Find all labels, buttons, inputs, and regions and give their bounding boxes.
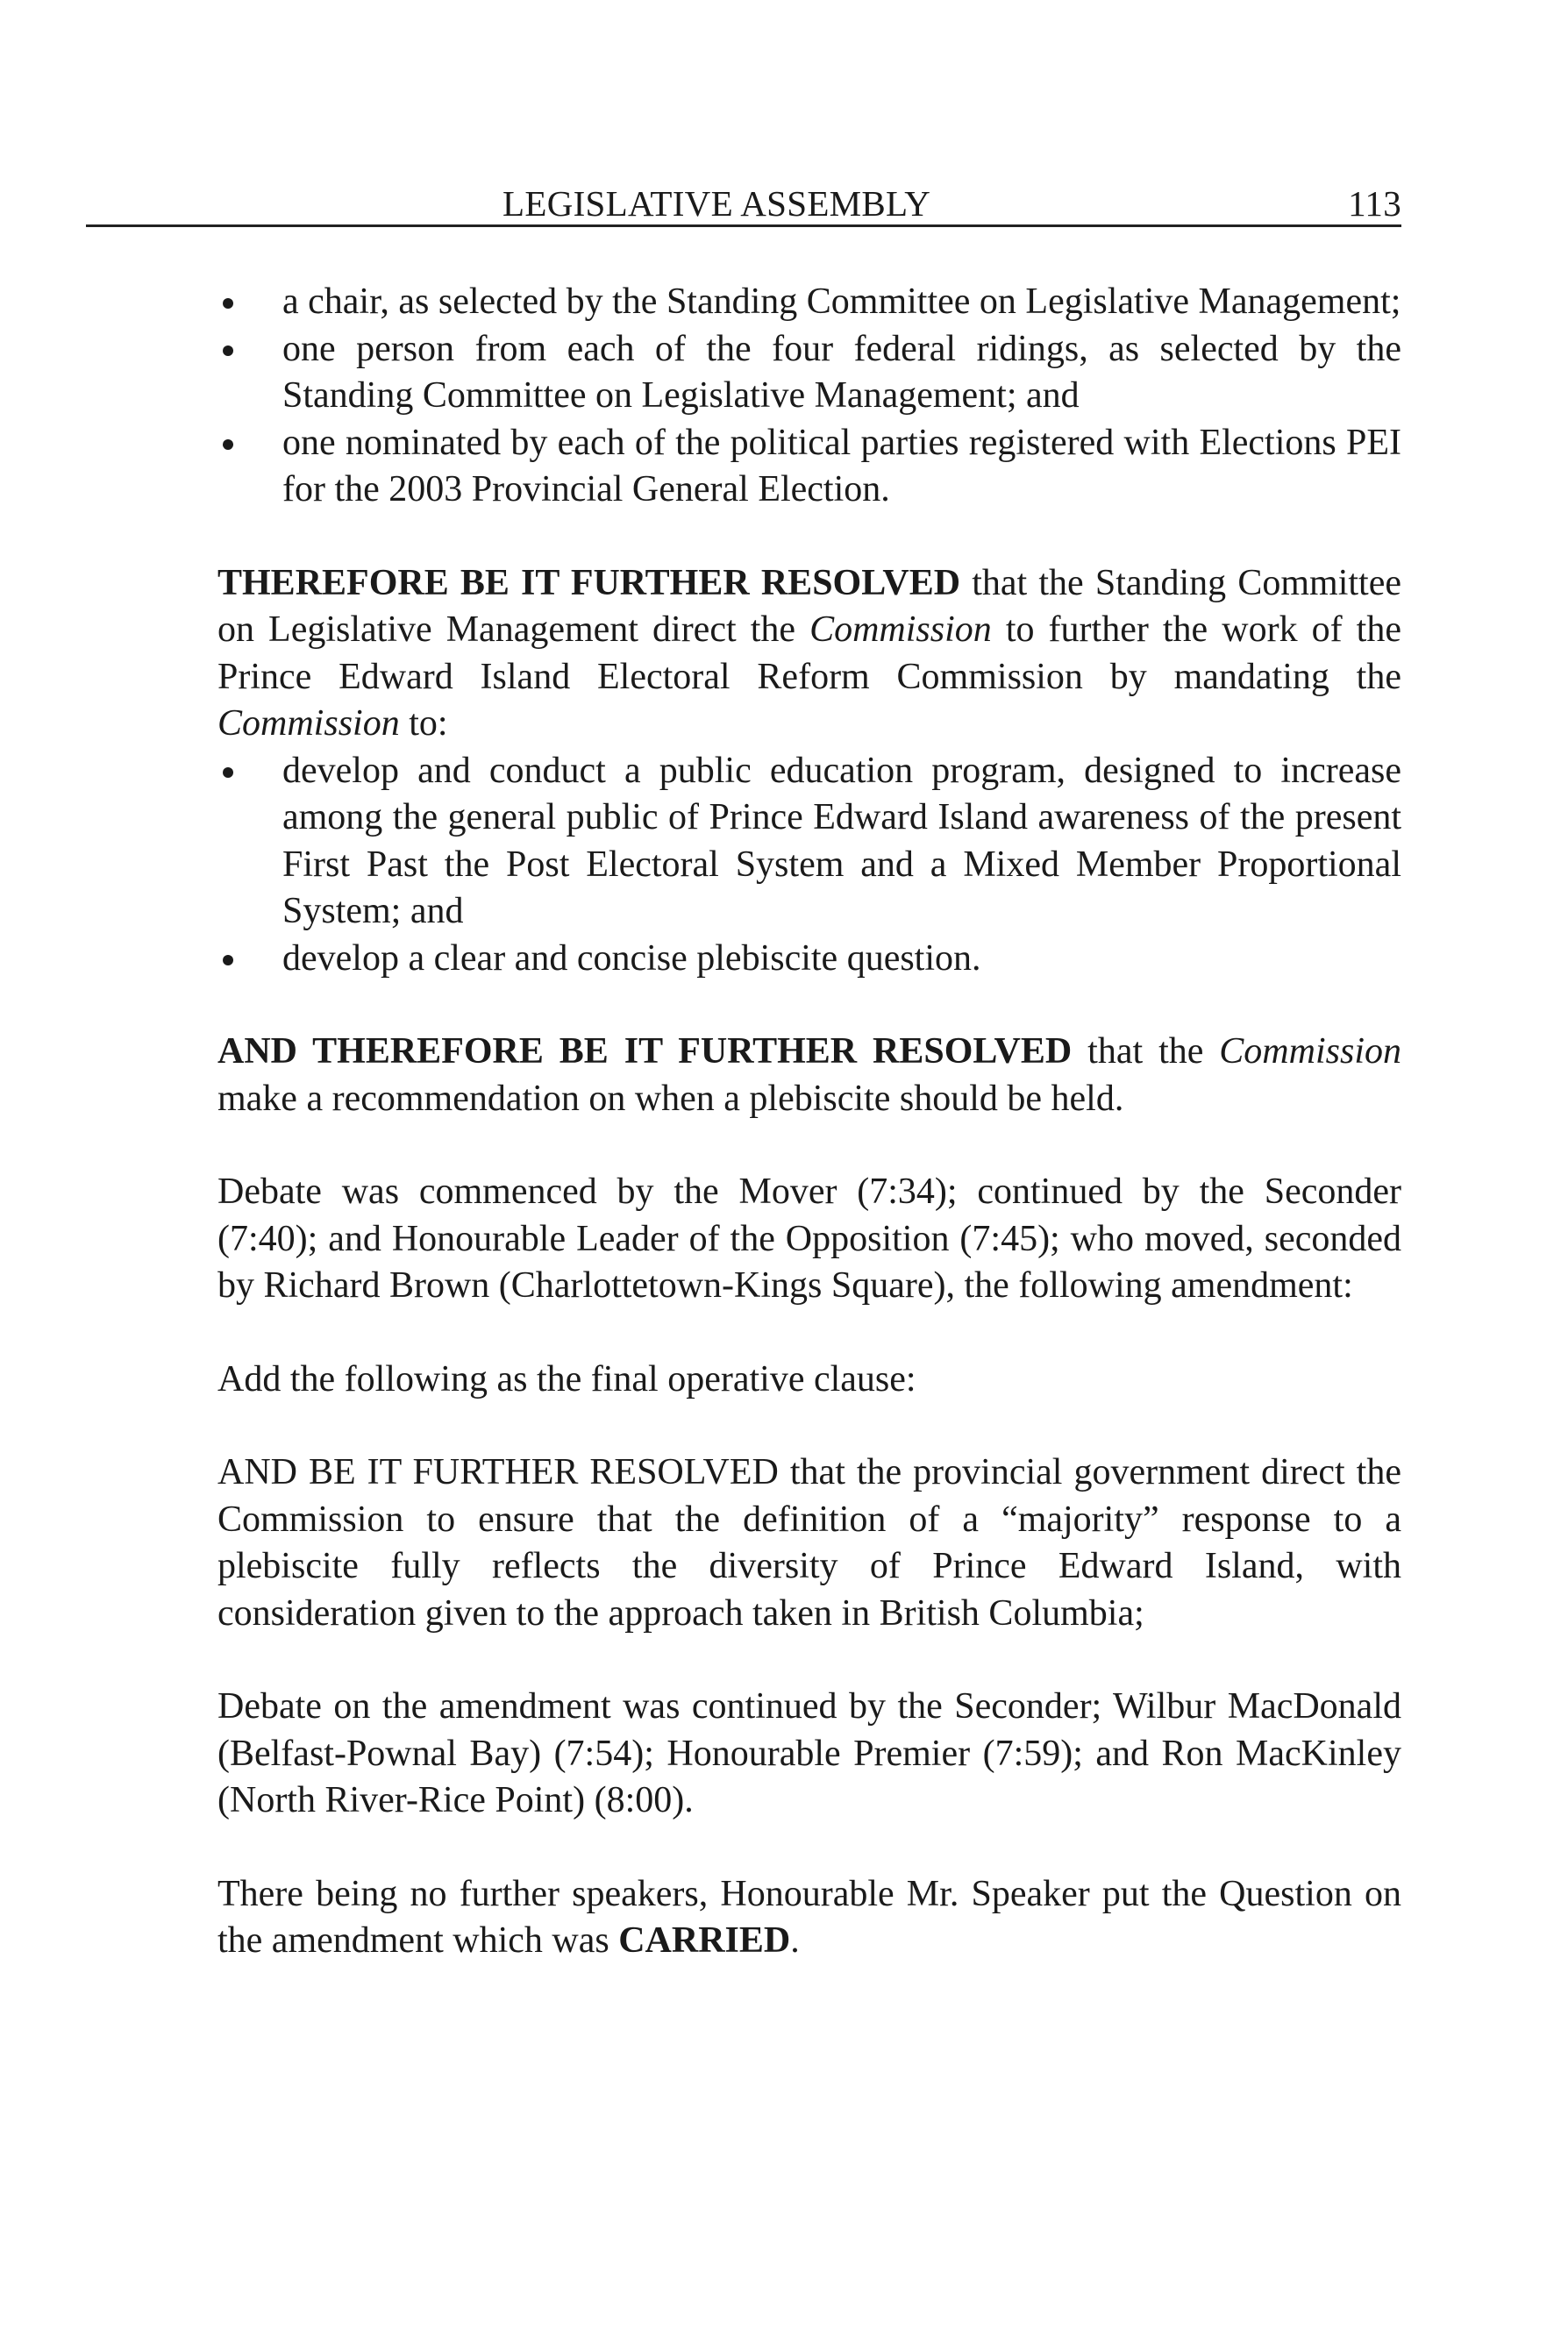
header-rule <box>86 224 1401 227</box>
resolution-lead: AND THEREFORE BE IT FURTHER RESOLVED <box>217 1031 1073 1072</box>
list-item: develop a clear and concise plebiscite question. <box>217 936 1401 983</box>
amendment-clause: AND BE IT FURTHER RESOLVED that the provincial government direct the Commission to ensure that the definition of a “majority” response to a plebiscite fully reflects the diversity of Prince Edward Island, with consideration given to the approach taken in British Columbia; <box>217 1452 1401 1634</box>
result-paragraph: There being no further speakers, Honourable Mr. Speaker put the Question on the amendment which was CARRIED. <box>217 1873 1401 1961</box>
bullet-icon <box>223 298 233 309</box>
commission-term: Commission <box>809 609 992 650</box>
bullet-icon <box>223 439 233 450</box>
list-item: one nominated by each of the political parties registered with Elections PEI for the 2003 Provincial General Election. <box>217 420 1401 514</box>
header-title: LEGISLATIVE ASSEMBLY <box>502 183 931 224</box>
bullet-icon <box>223 955 233 965</box>
amendment-intro: Add the following as the final operative clause: <box>217 1358 916 1399</box>
bullet-icon <box>223 767 233 778</box>
list-item: develop and conduct a public education program, designed to increase among the general public of Prince Edward Island awareness of the present First Past the Post Electoral System and a Mixed Member Proportional System; and <box>217 748 1401 936</box>
committee-composition-list <box>217 279 1401 514</box>
commission-term: Commission <box>1219 1031 1401 1072</box>
mandate-list <box>217 748 1401 983</box>
commission-term: Commission <box>217 703 400 744</box>
bullet-icon <box>223 345 233 356</box>
running-header <box>86 175 1401 228</box>
page-number: 113 <box>1348 183 1401 224</box>
debate-paragraph: Debate on the amendment was continued by the Seconder; Wilbur MacDonald (Belfast-Pownal Bay) (7:54); Honourable Premier (7:59); and Ron MacKinley (North River-Rice Point) (8:00). <box>217 1686 1401 1820</box>
vote-outcome: CARRIED <box>618 1920 791 1961</box>
list-item: a chair, as selected by the Standing Committee on Legislative Management; <box>217 279 1401 326</box>
list-item: one person from each of the four federal ridings, as selected by the Standing Committee on Legislative Management; and <box>217 326 1401 420</box>
resolution-paragraph: THEREFORE BE IT FURTHER RESOLVED that the Standing Committee on Legislative Management direct the Commission to further the work of the Prince Edward Island Electoral Reform Commission by mandating the Commission to: <box>217 562 1401 744</box>
resolution-paragraph: AND THEREFORE BE IT FURTHER RESOLVED that the Commission make a recommendation on when a plebiscite should be held. <box>217 1031 1401 1119</box>
debate-paragraph: Debate was commenced by the Mover (7:34); continued by the Seconder (7:40); and Honourable Leader of the Opposition (7:45); who moved, seconded by Richard Brown (Charlottetown-Kings Square), the following amendment: <box>217 1172 1401 1306</box>
document-body <box>217 279 1401 1965</box>
resolution-lead: THEREFORE BE IT FURTHER RESOLVED <box>217 562 961 603</box>
